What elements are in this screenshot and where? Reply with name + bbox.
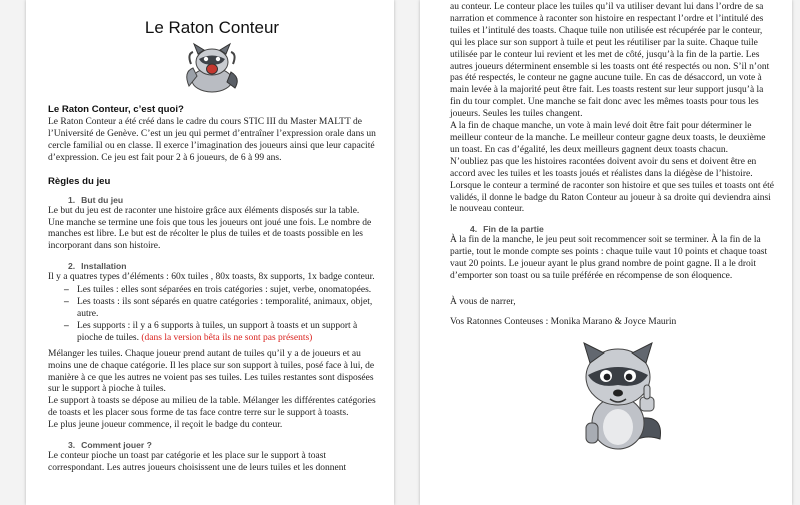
section-number: 4.: [470, 224, 478, 235]
intro-heading: Le Raton Conteur, c’est quoi?: [48, 104, 184, 115]
intro-paragraph: Le Raton Conteur a été créé dans le cadre du cours STIC III du Master MALTT de l’Université de Genève. C’est un jeu qui permet d’entraîner l’expression orale dans un cercle familial ou en classe. Il exerce l’imagination des joueurs ainsi que leur capacité d’expression. Ce jeu est fait pour 2 à 6 joueurs, de 6 à 99 ans.: [48, 117, 376, 163]
section-number: 1.: [68, 194, 76, 205]
end-paragraph: À la fin de la manche, le jeu peut soit recommencer soit se terminer. À la fin de la partie, tout le monde compte ses points : chaque tuile vaut 10 points et chaque toast vaut 20 points. Le joueur ayant le plus grand nombre de point gagne. Il a le droit d’emporter son toast ou sa tuile préférée en récompense de son éloquence.: [450, 235, 768, 282]
section-title: Comment jouer ?: [81, 440, 152, 451]
list-item-text: Les supports : il y a 6 supports à tuiles, un support à toasts et un support à pioche de tuiles.: [77, 320, 358, 343]
section-number: 2.: [68, 261, 76, 272]
badge-paragraph: Lorsque le conteur a terminé de raconter son histoire et que ses tuiles et toasts ont été validés, il donne le badge du Raton Conteur au joueur à sa droite qui deviendra ainsi le nouveau conteur.: [450, 180, 774, 215]
section-heading-goal: [68, 195, 376, 205]
section-heading-end: [470, 224, 774, 234]
rules-heading: Règles du jeu: [48, 175, 111, 187]
goal-paragraph: Le but du jeu est de raconter une histoire grâce aux éléments disposés sur la table. Une manche se termine une fois que tous les joueurs ont joué une fois. Le nombre de manches est libre. Le but est de récolter le plus de tuiles et de toasts possible en les incorporant dans son histoire.: [48, 205, 372, 252]
beta-note: (dans la version bêta ils ne sont pas présents): [141, 332, 313, 343]
raccoon-thumbs-up-icon: [574, 339, 666, 451]
setup-paragraph-shuffle: Mélanger les tuiles. Chaque joueur prend autant de tuiles qu’il y a de joueurs et au moins une de chaque catégorie. Il les place sur son support à tuiles, posé face à lui, de manière à ce que les autres ne voient pas ses tuiles. Les tuiles restantes sont disposées sur le support à pioche à tuiles.: [48, 348, 375, 395]
page-right: [420, 0, 792, 505]
section-title: Installation: [81, 261, 127, 272]
setup-paragraph-start: Le plus jeune joueur commence, il reçoit le badge du conteur.: [48, 420, 283, 431]
setup-list: [64, 285, 376, 345]
section-title: But du jeu: [81, 194, 124, 205]
setup-paragraph-toasts: Le support à toasts se dépose au milieu de la table. Mélanger les différentes catégories de toasts et les placer sous forme de tas face contre terre sur le support à toasts.: [48, 396, 376, 419]
list-item: – Les tuiles : elles sont séparées en trois catégories : sujet, verbe, onomatopées.: [64, 285, 376, 297]
list-item: [64, 321, 376, 345]
signature-line: Vos Ratonnes Conteuses : Monika Marano & Joyce Maurin: [450, 316, 677, 327]
section-heading-howto: [68, 440, 376, 450]
raccoon-screaming-icon: [183, 42, 241, 94]
section-number: 3.: [68, 440, 76, 451]
setup-paragraph: Il y a quatres types d’éléments : 60x tuiles , 80x toasts, 8x supports, 1x badge conteur.: [48, 272, 375, 283]
page-left: [26, 0, 394, 505]
meaning-paragraph: N’oubliez pas que les histoires racontées doivent avoir du sens et doivent être en accord avec les tuiles et les toasts joués et réalistes dans la diégèse de l’histoire.: [450, 156, 757, 179]
howto-paragraph-continued: au conteur. Le conteur place les tuiles qu’il va utiliser devant lui dans l’ordre de sa narration et commence à raconter son histoire en respectant l’ordre et l’intitulé des tuiles et l’intitulé des toasts. Chaque tuile non utilisée est récupérée par le conteur, qui les place sur son support à tuile et peut les réutiliser par la suite. Chaque tuile utilisée par le conteur lui revient et les met de côté, jusqu’à la fin de la partie. Les autres joueurs déterminent ensemble si les toasts ont été respectés ou non. S’il n’ont pas été respectés, le conteur ne gagne aucune tuile. En cas de désaccord, un vote à main levée à la majorité peut être fait. Les toasts restent sur leur support jusqu’à la fin du tour complet. Une manche se fait donc avec les mêmes toasts pour tous les joueurs. Seules les tuiles changent.: [450, 2, 770, 120]
vote-paragraph: A la fin de chaque manche, un vote à main levé doit être fait pour déterminer le meilleur conteur de la manche. Le meilleur conteur gagne deux toasts, le deuxième un toast. En cas d’égalité, les deux meilleurs gagnent deux toasts chacun.: [450, 121, 766, 155]
list-item: – Les toasts : ils sont séparés en quatre catégories : temporalité, animaux, objet, autre.: [64, 297, 376, 321]
closing-line: À vous de narrer,: [450, 296, 516, 307]
howto-paragraph: Le conteur pioche un toast par catégorie et les place sur le support à toast correspondant. Les autres joueurs choisissent une de leurs tuiles et les donnent: [48, 451, 347, 473]
section-heading-setup: [68, 261, 376, 271]
section-title: Fin de la partie: [483, 224, 544, 235]
document-title: Le Raton Conteur: [144, 18, 280, 37]
